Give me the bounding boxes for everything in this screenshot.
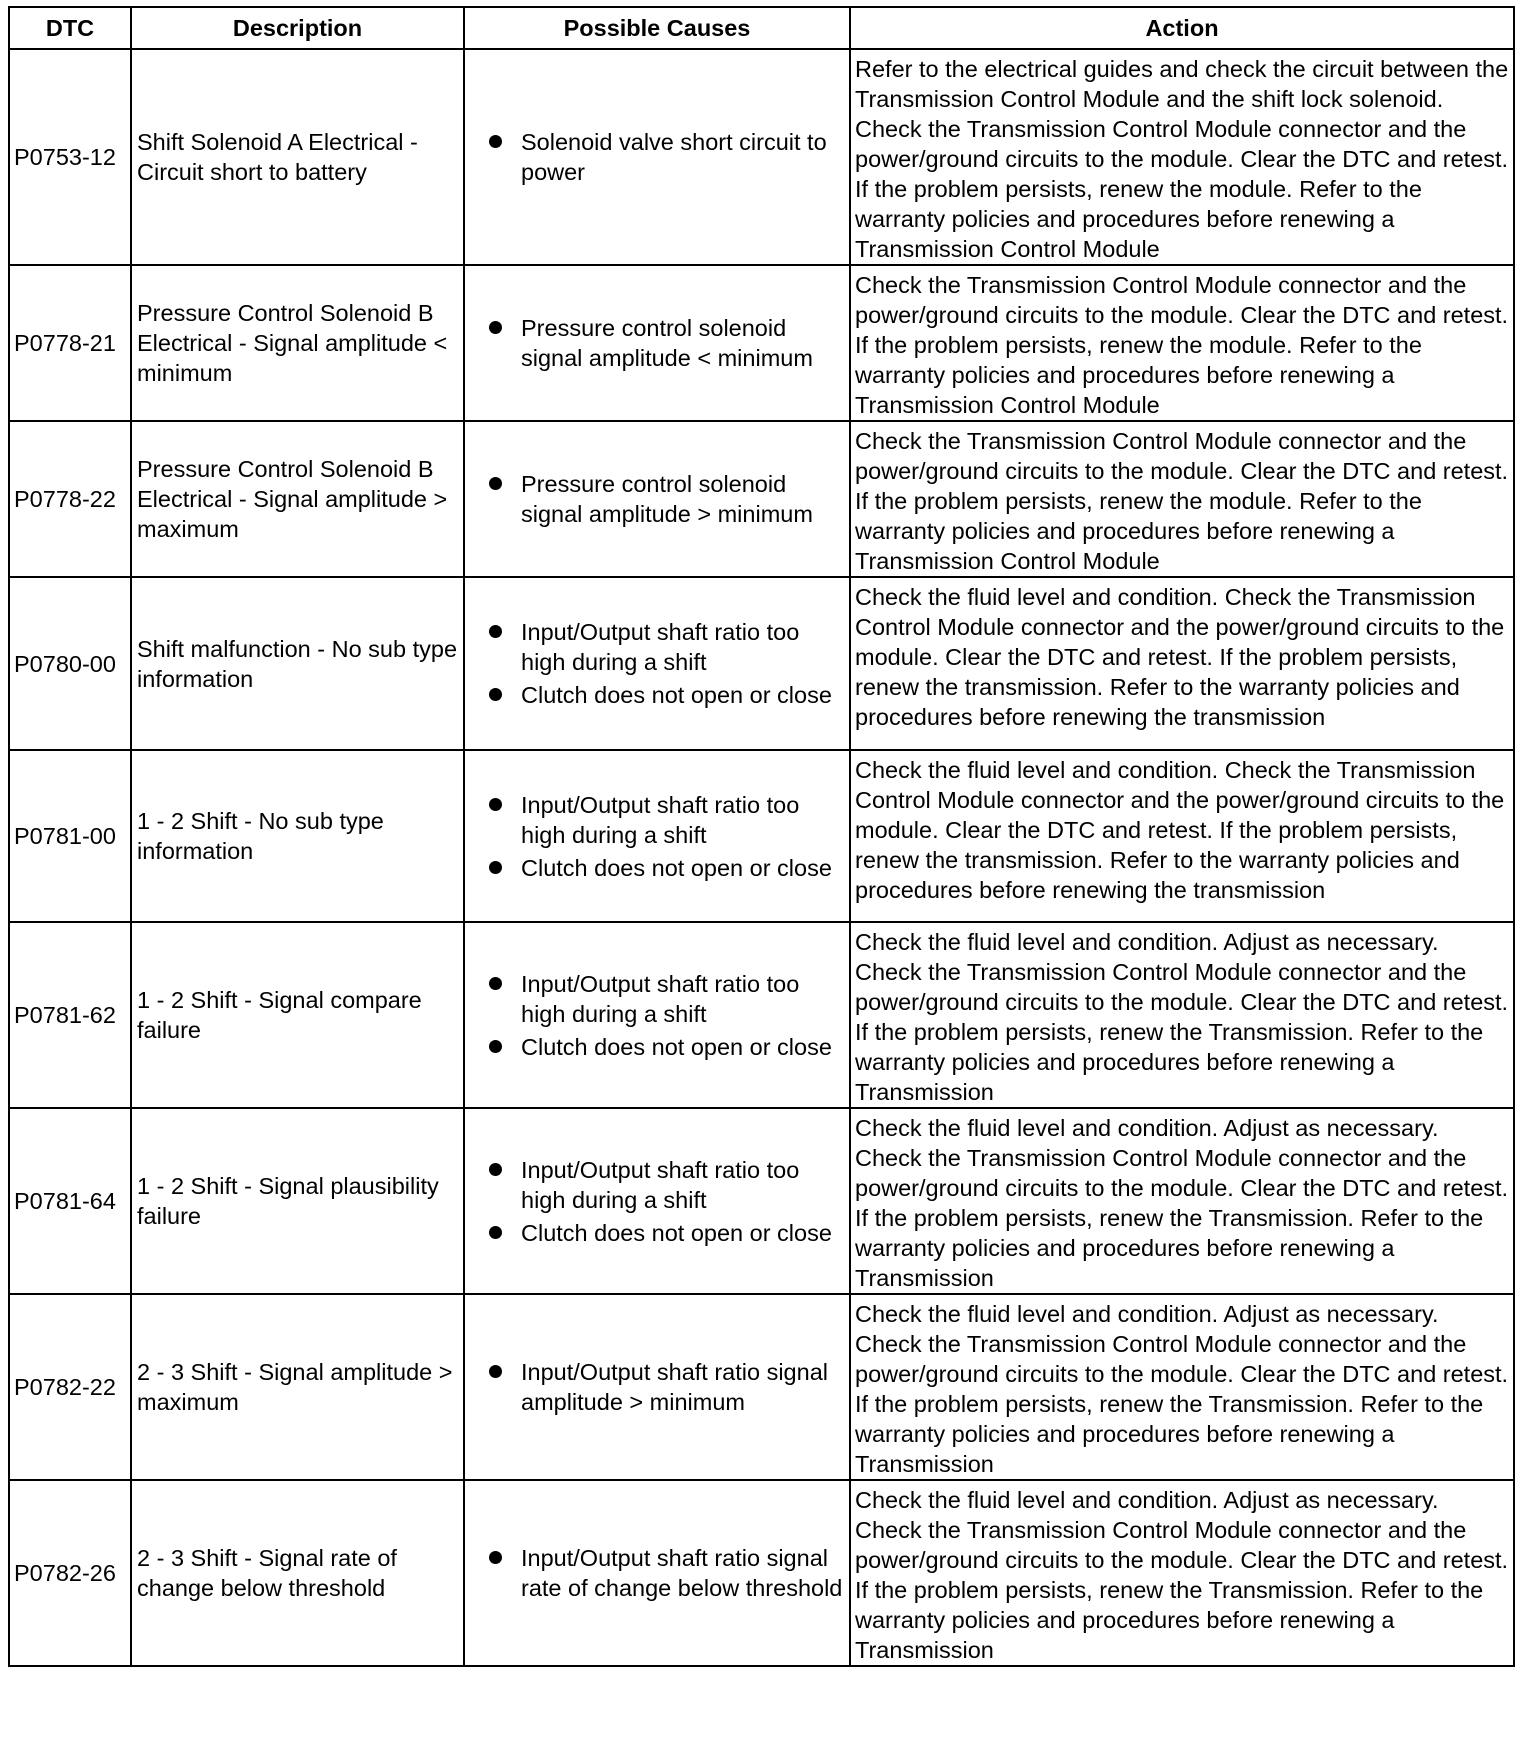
dtc-description: 1 - 2 Shift - Signal plausibility failure <box>131 1108 464 1294</box>
cause-list <box>487 469 845 529</box>
dtc-code: P0780-00 <box>9 577 131 750</box>
bullet-icon <box>489 1365 502 1378</box>
cause-list <box>487 1155 845 1248</box>
cause-text: Clutch does not open or close <box>521 854 832 881</box>
cause-list <box>487 313 845 373</box>
cause-list <box>487 127 845 187</box>
dtc-description: Shift Solenoid A Electrical - Circuit short to battery <box>131 49 464 265</box>
dtc-description: 2 - 3 Shift - Signal amplitude > maximum <box>131 1294 464 1480</box>
cause-item <box>487 617 845 677</box>
table-row <box>9 49 1514 265</box>
cause-item <box>487 1357 845 1417</box>
action-text: Refer to the electrical guides and check the circuit between the Transmission Control Module and the shift lock solenoid. Check the Transmission Control Module connector and the power/ground circuits to the module. Clear the DTC and retest. If the problem persists, renew the module. Refer to the warranty policies and procedures before renewing a Transmission Control Module <box>850 49 1514 265</box>
action-text: Check the fluid level and condition. Adjust as necessary. Check the Transmission Control Module connector and the power/ground circuits to the module. Clear the DTC and retest. If the problem persists, renew the Transmission. Refer to the warranty policies and procedures before renewing a Transmission <box>850 1294 1514 1480</box>
possible-causes <box>464 750 850 922</box>
table-row <box>9 265 1514 421</box>
possible-causes <box>464 1480 850 1666</box>
bullet-icon <box>489 798 502 811</box>
header-possible-causes: Possible Causes <box>464 7 850 49</box>
table-row <box>9 1480 1514 1666</box>
cause-list <box>487 790 845 883</box>
cause-list <box>487 1357 845 1417</box>
bullet-icon <box>489 1551 502 1564</box>
cause-text: Solenoid valve short circuit to power <box>521 129 827 185</box>
action-text: Check the Transmission Control Module connector and the power/ground circuits to the module. Clear the DTC and retest. If the problem persists, renew the module. Refer to the warranty policies and procedures before renewing a Transmission Control Module <box>850 421 1514 577</box>
cause-item <box>487 313 845 373</box>
cause-text: Input/Output shaft ratio signal rate of change below threshold <box>521 1545 843 1601</box>
bullet-icon <box>489 1040 502 1053</box>
dtc-table <box>8 6 1515 1667</box>
cause-list <box>487 969 845 1062</box>
cause-list <box>487 617 845 710</box>
table-row <box>9 1294 1514 1480</box>
cause-text: Pressure control solenoid signal amplitude > minimum <box>521 471 813 527</box>
dtc-code: P0782-22 <box>9 1294 131 1480</box>
action-text: Check the fluid level and condition. Adjust as necessary. Check the Transmission Control Module connector and the power/ground circuits to the module. Clear the DTC and retest. If the problem persists, renew the Transmission. Refer to the warranty policies and procedures before renewing a Transmission <box>850 1480 1514 1666</box>
possible-causes <box>464 1294 850 1480</box>
cause-item <box>487 469 845 529</box>
cause-item <box>487 127 845 187</box>
dtc-description: 2 - 3 Shift - Signal rate of change below threshold <box>131 1480 464 1666</box>
cause-item <box>487 1032 845 1062</box>
cause-text: Clutch does not open or close <box>521 1033 832 1060</box>
possible-causes <box>464 49 850 265</box>
dtc-code: P0781-62 <box>9 922 131 1108</box>
bullet-icon <box>489 861 502 874</box>
bullet-icon <box>489 625 502 638</box>
bullet-icon <box>489 1226 502 1239</box>
dtc-code: P0753-12 <box>9 49 131 265</box>
action-text: Check the fluid level and condition. Adjust as necessary. Check the Transmission Control Module connector and the power/ground circuits to the module. Clear the DTC and retest. If the problem persists, renew the Transmission. Refer to the warranty policies and procedures before renewing a Transmission <box>850 922 1514 1108</box>
cause-item <box>487 969 845 1029</box>
cause-item <box>487 853 845 883</box>
table-row <box>9 922 1514 1108</box>
cause-list <box>487 1543 845 1603</box>
table-row <box>9 750 1514 922</box>
cause-item <box>487 790 845 850</box>
bullet-icon <box>489 688 502 701</box>
dtc-code: P0778-21 <box>9 265 131 421</box>
dtc-description: 1 - 2 Shift - Signal compare failure <box>131 922 464 1108</box>
header-row <box>9 7 1514 49</box>
action-text: Check the fluid level and condition. Check the Transmission Control Module connector and the power/ground circuits to the module. Clear the DTC and retest. If the problem persists, renew the transmission. Refer to the warranty policies and procedures before renewing the transmission <box>850 577 1514 750</box>
table-row <box>9 577 1514 750</box>
possible-causes <box>464 922 850 1108</box>
table-body <box>9 49 1514 1666</box>
action-text: Check the fluid level and condition. Check the Transmission Control Module connector and the power/ground circuits to the module. Clear the DTC and retest. If the problem persists, renew the transmission. Refer to the warranty policies and procedures before renewing the transmission <box>850 750 1514 922</box>
table-header <box>9 7 1514 49</box>
table-row <box>9 1108 1514 1294</box>
dtc-code: P0778-22 <box>9 421 131 577</box>
bullet-icon <box>489 321 502 334</box>
table-row <box>9 421 1514 577</box>
cause-text: Clutch does not open or close <box>521 1219 832 1246</box>
dtc-description: 1 - 2 Shift - No sub type information <box>131 750 464 922</box>
dtc-description: Shift malfunction - No sub type information <box>131 577 464 750</box>
possible-causes <box>464 577 850 750</box>
header-dtc: DTC <box>9 7 131 49</box>
cause-text: Input/Output shaft ratio too high during a shift <box>521 1156 800 1213</box>
dtc-code: P0782-26 <box>9 1480 131 1666</box>
bullet-icon <box>489 977 502 990</box>
cause-item <box>487 1155 845 1215</box>
cause-item <box>487 1218 845 1248</box>
cause-text: Input/Output shaft ratio too high during a shift <box>521 970 800 1027</box>
possible-causes <box>464 1108 850 1294</box>
dtc-code: P0781-64 <box>9 1108 131 1294</box>
bullet-icon <box>489 477 502 490</box>
cause-text: Input/Output shaft ratio signal amplitude > minimum <box>521 1359 828 1415</box>
header-action: Action <box>850 7 1514 49</box>
cause-text: Pressure control solenoid signal amplitude < minimum <box>521 315 813 371</box>
dtc-description: Pressure Control Solenoid B Electrical - Signal amplitude < minimum <box>131 265 464 421</box>
possible-causes <box>464 265 850 421</box>
cause-item <box>487 1543 845 1603</box>
cause-text: Input/Output shaft ratio too high during a shift <box>521 619 800 675</box>
cause-text: Input/Output shaft ratio too high during a shift <box>521 791 800 848</box>
bullet-icon <box>489 1163 502 1176</box>
header-description: Description <box>131 7 464 49</box>
cause-item <box>487 680 845 710</box>
action-text: Check the Transmission Control Module connector and the power/ground circuits to the module. Clear the DTC and retest. If the problem persists, renew the module. Refer to the warranty policies and procedures before renewing a Transmission Control Module <box>850 265 1514 421</box>
bullet-icon <box>489 135 502 148</box>
cause-text: Clutch does not open or close <box>521 682 832 708</box>
possible-causes <box>464 421 850 577</box>
dtc-description: Pressure Control Solenoid B Electrical - Signal amplitude > maximum <box>131 421 464 577</box>
action-text: Check the fluid level and condition. Adjust as necessary. Check the Transmission Control Module connector and the power/ground circuits to the module. Clear the DTC and retest. If the problem persists, renew the Transmission. Refer to the warranty policies and procedures before renewing a Transmission <box>850 1108 1514 1294</box>
dtc-code: P0781-00 <box>9 750 131 922</box>
